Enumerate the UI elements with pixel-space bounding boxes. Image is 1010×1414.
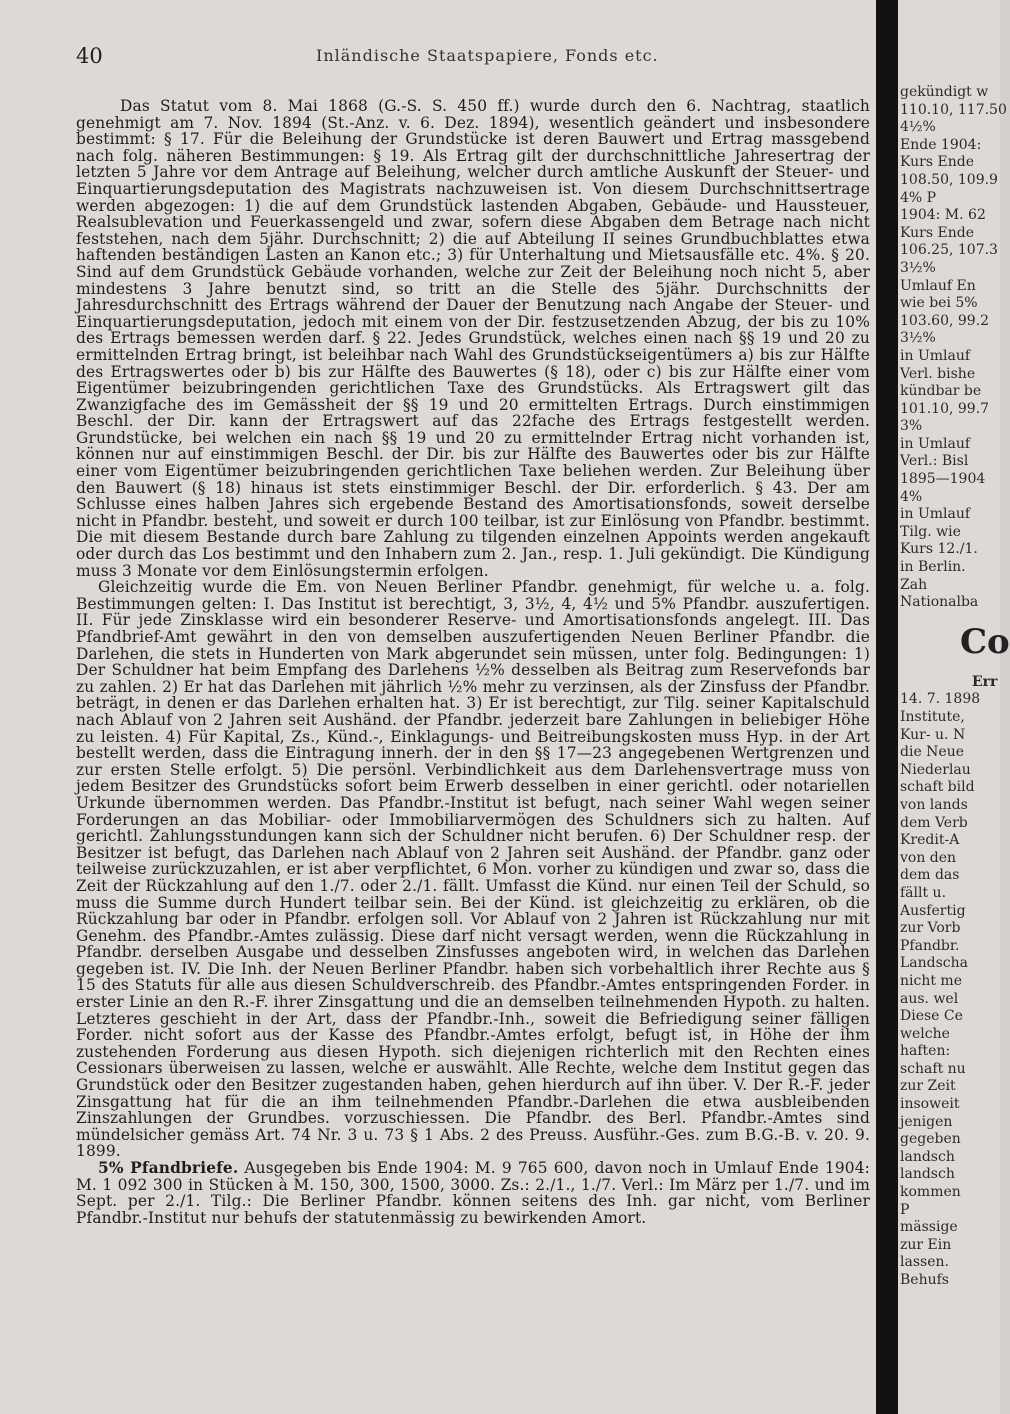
facing-page-line: kommen — [900, 1184, 961, 1201]
facing-page-line: welche — [900, 1025, 950, 1042]
facing-page-line: jenigen — [900, 1113, 953, 1130]
facing-page-line: 1904: M. 62 — [900, 207, 986, 224]
running-title: Inländische Staatspapiere, Fonds etc. — [316, 46, 659, 65]
facing-page-line: in Berlin. — [900, 559, 966, 576]
facing-page-line: landsch — [900, 1148, 955, 1165]
facing-page-line: dem das — [900, 867, 960, 884]
facing-page-subheading: Err — [972, 673, 998, 690]
facing-page-line: Kurs 12./1. — [900, 541, 978, 558]
facing-page-line: gekündigt w — [900, 84, 989, 100]
facing-page-line: Verl.: Bisl — [900, 453, 969, 470]
facing-page-line: 1895—1904 — [900, 471, 986, 488]
paragraph-statut: Das Statut vom 8. Mai 1868 (G.-S. S. 450 ff.) wurde durch den 6. Nachtrag, staatlich genehmigt am 7. Nov. 1894 (St.-Anz. v. 6. Dez. 1894), wesentlich geändert und insbesondere bestimmt: § 17. Für die Beleihung der Grundstücke ist deren Bauwert und Ertrag massgebend nach folg. näheren Bestimmungen: § 19. Als Ertrag gilt der durchschnittliche Jahresertrag der letzten 5 Jahre vor dem Antrage auf Beleihung, welcher durch amtliche Auskunft der Steuer- und Einquartierungsdeputation des Magistrats nachzuweisen ist. Von diesem Durchschnittsertrage werden abgezogen: 1) die auf dem Grundstück lastenden Abgaben, Gebäude- und Haussteuer, Realsublevation und Feuerkassengeld und zwar, sofern diese Abgaben dem Betrage nach nicht feststehen, nach dem 5jähr. Durchschnitt; 2) die auf Abteilung II seines Grundbuchblattes etwa haftenden beständigen Lasten an Kanon etc.; 3) für Unterhaltung und Mietsausfälle etc. 4%. § 20. Sind auf dem Grundstück Gebäude vorhanden, welche zur Zeit der Beleihung noch nicht 5, aber mindestens 3 Jahre benutzt sind, so tritt an die Stelle des 5jähr. Durchschnitts der Jahresdurchschnitt des Ertrags während der Dauer der Benutzung nach Angabe der Steuer- und Einquartierungsdeputation, jedoch mit einem von der Dir. festzusetzenden Abzug, der bis zu 10% des Ertrags bemessen werden darf. § 22. Jedes Grundstück, welches einen nach §§ 19 und 20 zu ermittelnden Ertrag bringt, ist beleihbar nach Wahl des Grundstückseigentümers a) bis zur Hälfte des Ertragswertes oder b) bis zur Hälfte des Bauwertes (§ 18), oder c) bis zur Hälfte einer vom Eigentümer beizubringenden gerichtlichen Taxe des Grundstücks. Als Ertragswert gilt das Zwanzigfache des im Gemässheit der §§ 19 und 20 ermittelten Ertrags. Durch einstimmigen Beschl. der Dir. kann der Ertragswert auf das 22fache des Ertrags festgestellt werden. Grundstücke, bei welchen ein nach §§ 19 und 20 zu ermittelnder Ertrag nicht vorhanden ist, können nur auf einstimmigen Beschl. der Dir. bis zur Hälfte des Bauwertes oder bis zur Hälfte einer vom Eigentümer beizubringenden gerichtlichen Taxe beliehen werden. Zur Beleihung über den Bauwert (§ 18) hinaus ist stets einstimmiger Beschl. der Dir. erforderlich. § 43. Der am Schlusse eines halben Jahres sich ergebende Bestand des Amortisationsfonds, soweit derselbe nicht in Pfandbr. besteht, und soweit er durch 100 teilbar, ist zur Einlösung von Pfandbr. bestimmt. Die mit diesem Bestande durch bare Zahlung zu tilgenden einzelnen Appoints werden angekauft oder durch das Los bestimmt und den Inhabern zum 2. Jan., resp. 1. Juli gekündigt. Die Kündigung muss 3 Monate vor dem Einlösungstermin erfolgen. — [76, 97, 870, 580]
facing-page-line: gegeben — [900, 1131, 961, 1148]
facing-page-line: landsch — [900, 1166, 955, 1183]
facing-page-line: lassen. — [900, 1254, 949, 1271]
facing-page-line: in Umlauf — [900, 435, 971, 452]
facing-page-line: Kredit-A — [900, 832, 960, 849]
facing-page-line: 110.10, 117.50 — [900, 101, 1007, 118]
facing-page-line: kündbar be — [900, 383, 982, 400]
facing-page-line: 4% P — [900, 189, 937, 206]
facing-page-line: zur Zeit — [900, 1078, 956, 1095]
facing-page-line: Verl. bishe — [900, 365, 976, 382]
facing-page-line: nicht me — [900, 972, 962, 989]
facing-page-line: Kurs Ende — [900, 224, 974, 241]
facing-page-line: mässige — [900, 1219, 958, 1236]
facing-page-line: 4% — [900, 488, 923, 505]
facing-page-line: schaft nu — [900, 1060, 966, 1077]
page-header — [76, 40, 870, 80]
facing-page-line: haften: — [900, 1043, 951, 1060]
facing-page-line: Ausfertig — [900, 902, 966, 919]
pfandbriefe-text: Ausgegeben bis Ende 1904: M. 9 765 600, davon noch in Umlauf Ende 1904: M. 1 092 300 in Stücken à M. 150, 300, 1500, 3000. Zs.: 2./1., 1./7. Verl.: Im März per 1./7. und im Sept. per 2./1. Tilg.: Die Berliner Pfandbr. können seitens des Inh. gar nicht, vom Berliner Pfandbr.-Institut nur behufs der statutenmässig zu bewirkenden Amort. — [76, 1159, 870, 1227]
facing-page-line: zur Vorb — [900, 920, 961, 937]
facing-page-line: Nationalba — [900, 594, 979, 611]
facing-page-line: P — [900, 1201, 910, 1218]
facing-page-line: in Umlauf — [900, 506, 971, 523]
facing-page-line: Zah — [900, 576, 928, 593]
facing-page-line: Kur- u. N — [900, 726, 966, 743]
facing-page-line: Tilg. wie — [900, 523, 961, 540]
facing-page-line: Landscha — [900, 955, 969, 972]
facing-page-line: Behufs — [900, 1272, 949, 1288]
facing-page-line: dem Verb — [900, 814, 968, 831]
book-gutter — [876, 0, 898, 1414]
facing-page-fragment — [900, 84, 1010, 1414]
facing-page-lines-top — [900, 84, 1007, 612]
facing-page-line: 101.10, 99.7 — [900, 400, 990, 417]
facing-page-line: 106.25, 107.3 — [900, 242, 998, 259]
facing-page-line: 3½% — [900, 330, 936, 347]
main-column — [76, 40, 870, 1226]
facing-page-line: von den — [900, 849, 957, 866]
facing-page-lines-bottom — [900, 691, 1000, 1289]
facing-page-line: 4½% — [900, 119, 936, 136]
body-text — [76, 98, 870, 1226]
facing-page-line: von lands — [900, 796, 968, 813]
facing-page-line: zur Ein — [900, 1236, 952, 1253]
paragraph-5-pct-pfandbriefe — [76, 1160, 870, 1226]
facing-page-line: Umlauf En — [900, 277, 976, 294]
facing-page-line: 108.50, 109.9 — [900, 171, 998, 188]
paragraph-neue-pfandbriefe: Gleichzeitig wurde die Em. von Neuen Berliner Pfandbr. genehmigt, für welche u. a. folg. Bestimmungen gelten: I. Das Institut ist berechtigt, 3, 3½, 4, 4½ und 5% Pfandbr. auszufertigen. II. Für jede Zinsklasse wird ein besonderer Reserve- und Amortisationsfonds angelegt. III. Das Pfandbrief-Amt gewährt in den von demselben auszufertigenden Neuen Berliner Pfandbr. die Darlehen, die stets in Hunderten von Mark abgerundet sein müssen, unter folg. Bedingungen: 1) Der Schuldner hat beim Empfang des Darlehens ½% desselben als Beitrag zum Reservefonds bar zu zahlen. 2) Er hat das Darlehen mit jährlich ½% mehr zu verzinsen, als der Zinsfuss der Pfandbr. beträgt, in denen er das Darlehen erhalten hat. 3) Er ist berechtigt, zur Tilg. seiner Kapitalschuld nach Ablauf von 2 Jahren seit Aushänd. der Pfandbr. jederzeit bare Zahlungen in beliebiger Höhe zu leisten. 4) Für Kapital, Zs., Künd.-, Einklagungs- und Beitreibungskosten muss Hyp. in der Art bestellt werden, dass die Eintragung innerh. der in den §§ 17—23 angegebenen Wertgrenzen und zur ersten Stelle erfolgt. 5) Die persönl. Verbindlichkeit aus dem Darlehensvertrage muss von jedem Besitzer des Grundstücks sofort beim Erwerb desselben in einer gerichtl. oder notariellen Urkunde übernommen werden. Das Pfandbr.-Institut ist befugt, nach seiner Wahl wegen seiner Forderungen an das Mobiliar- oder Immobiliarvermögen des Schuldners sich zu halten. Auf gerichtl. Zahlungsstundungen kann sich der Schuldner nicht berufen. 6) Der Schuldner resp. der Besitzer ist befugt, das Darlehen nach Ablauf von 2 Jahren seit Aushänd. der Pfandbr. ganz oder teilweise zurückzuzahlen, er ist aber verpflichtet, 6 Mon. vorher zu kündigen und zwar so, dass die Zeit der Rückzahlung auf den 1./7. oder 2./1. fällt. Umfasst die Künd. nur einen Teil der Schuld, so muss die Summe durch Hundert teilbar sein. Bei der Künd. ist gleichzeitig zu erklären, ob die Rückzahlung bar oder in Pfandbr. erfolgen soll. Vor Ablauf von 2 Jahren ist Rückzahlung nur mit Genehm. des Pfandbr.-Amtes zulässig. Diese darf nicht versagt werden, wenn die Rückzahlung in Pfandbr. derselben Ausgabe und desselben Zinsfusses angeboten wird, in welchen das Darlehen gegeben ist. IV. Die Inh. der Neuen Berliner Pfandbr. haben sich vorbehaltlich ihrer Rechte aus § 15 des Statuts für alle aus diesen Schuldverschreib. des Pfandbr.-Amtes entspringenden Forder. in erster Linie an den R.-F. ihrer Zinsgattung und die an demselben teilnehmenden Hypoth. zu halten. Letzteres geschieht in der Art, dass der Pfandbr.-Inh., soweit die Befriedigung seiner fälligen Forder. nicht sofort aus der Kasse des Pfandbr.-Amtes erfolgt, befugt ist, in Höhe der ihm zustehenden Forderung aus diesen Hypoth. sich diejenigen richterlich mit den Rechten eines Cessionars überweisen zu lassen, welche er auswählt. Alle Rechte, welche dem Institut gegen das Grundstück oder den Besitzer zugestanden haben, gehen hierdurch auf ihn über. V. Der R.-F. jeder Zinsgattung hat für die an ihm teilnehmenden Pfandbr.-Darlehen die etwa ausbleibenden Zinszahlungen der Grundbes. vorzuschiessen. Die Pfandbr. des Berl. Pfandbr.-Amtes sind mündelsicher gemäss Art. 74 Nr. 3 u. 73 § 1 Abs. 2 des Preuss. Ausführ.-Ges. zum B.G.-B. v. 20. 9. 1899. — [76, 578, 870, 1161]
facing-page-line: 14. 7. 1898 — [900, 691, 981, 708]
page-number: 40 — [76, 44, 103, 68]
facing-page-line: Niederlau — [900, 761, 971, 778]
facing-page-line: 3½% — [900, 259, 936, 276]
facing-page-line: insoweit — [900, 1096, 960, 1113]
facing-page-line: in Umlauf — [900, 347, 971, 364]
facing-page-big-heading: Co — [960, 621, 1010, 662]
facing-page-line: wie bei 5% — [900, 295, 978, 312]
pfandbriefe-heading: 5% Pfandbriefe. — [98, 1159, 239, 1177]
facing-page-line: Ende 1904: — [900, 136, 982, 153]
facing-page-line: Kurs Ende — [900, 154, 974, 171]
facing-page-line: 103.60, 99.2 — [900, 312, 990, 329]
facing-page-line: aus. wel — [900, 990, 959, 1007]
facing-page-line: Institute, — [900, 709, 965, 725]
facing-page-line: Pfandbr. — [900, 937, 960, 954]
facing-page-line: Diese Ce — [900, 1008, 963, 1025]
facing-page-line: schaft bild — [900, 779, 975, 796]
facing-page-line: fällt u. — [900, 884, 947, 901]
facing-page-line: die Neue — [900, 744, 965, 761]
facing-page-line: 3% — [900, 418, 923, 435]
